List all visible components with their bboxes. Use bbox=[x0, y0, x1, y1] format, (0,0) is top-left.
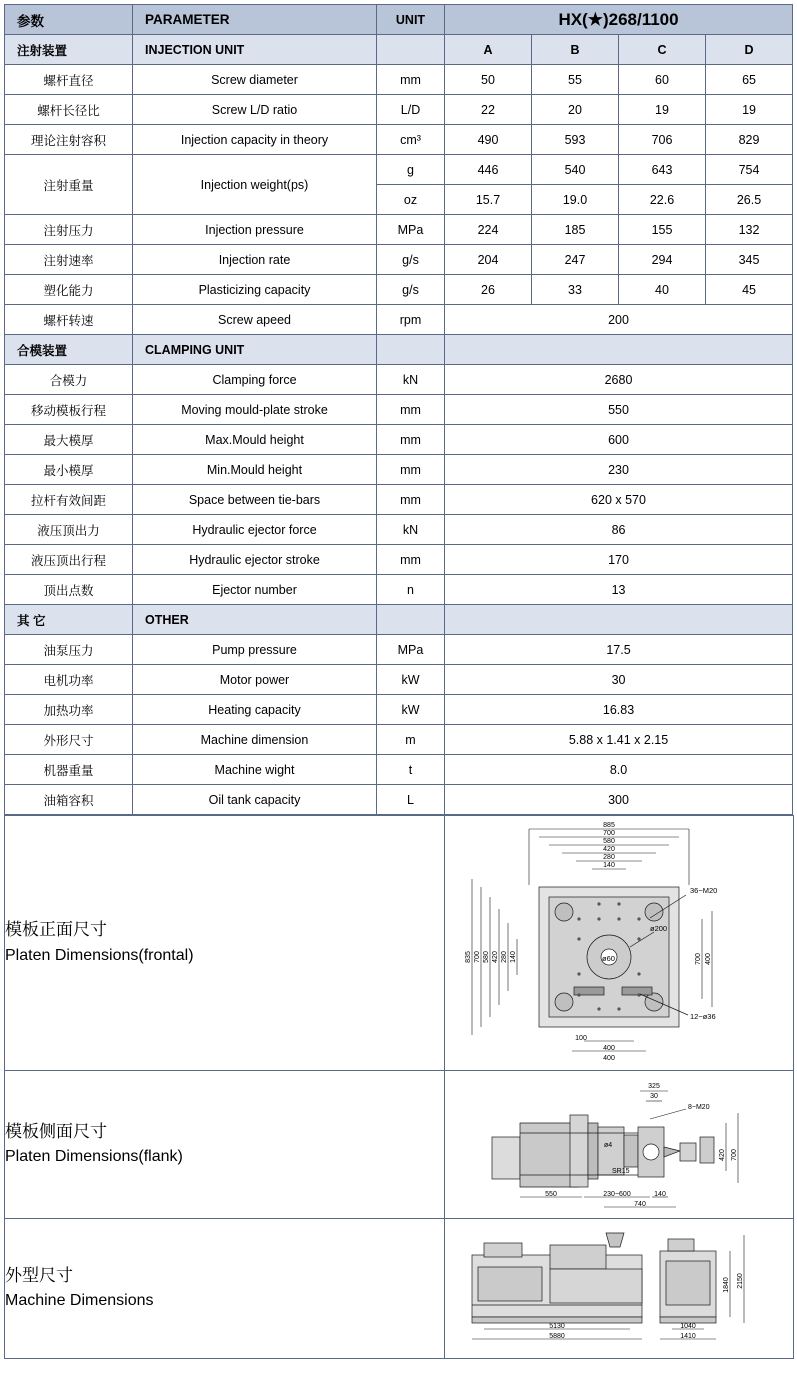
diagram-label-cn: 外型尺寸 bbox=[5, 1265, 73, 1285]
row-value-c: 22.6 bbox=[619, 185, 706, 215]
row-value-a: 204 bbox=[445, 245, 532, 275]
row-en: Moving mould-plate stroke bbox=[133, 395, 377, 425]
table-row bbox=[5, 365, 793, 395]
section-cn-other: 其 它 bbox=[5, 605, 133, 635]
row-cn: 移动模板行程 bbox=[5, 395, 133, 425]
svg-text:400: 400 bbox=[603, 1055, 615, 1062]
diagram-label-cn: 模板侧面尺寸 bbox=[5, 1121, 107, 1141]
svg-text:420: 420 bbox=[492, 951, 499, 963]
row-unit: MPa bbox=[377, 635, 445, 665]
diagram-label-en: Platen Dimensions(frontal) bbox=[5, 946, 194, 964]
row-value-a: 26 bbox=[445, 275, 532, 305]
table-row bbox=[5, 785, 793, 815]
row-cn: 最小模厚 bbox=[5, 455, 133, 485]
row-value-single: 13 bbox=[445, 575, 793, 605]
row-cn: 注射压力 bbox=[5, 215, 133, 245]
row-value-single: 17.5 bbox=[445, 635, 793, 665]
row-value-single: 30 bbox=[445, 665, 793, 695]
diagram-label-en: Machine Dimensions bbox=[5, 1292, 154, 1310]
svg-text:700: 700 bbox=[695, 953, 702, 965]
section-header-clamping bbox=[5, 335, 793, 365]
row-en: Injection capacity in theory bbox=[133, 125, 377, 155]
row-cn: 加热功率 bbox=[5, 695, 133, 725]
row-en: Screw apeed bbox=[133, 305, 377, 335]
row-cn: 注射重量 bbox=[5, 155, 133, 215]
row-unit: g/s bbox=[377, 245, 445, 275]
diagram-drawing-flank bbox=[445, 1071, 794, 1219]
table-row bbox=[5, 695, 793, 725]
section-header-injection bbox=[5, 35, 793, 65]
row-unit: L bbox=[377, 785, 445, 815]
row-en: Space between tie-bars bbox=[133, 485, 377, 515]
svg-text:140: 140 bbox=[510, 951, 517, 963]
row-value-a: 15.7 bbox=[445, 185, 532, 215]
row-value-single: 16.83 bbox=[445, 695, 793, 725]
section-en-injection: INJECTION UNIT bbox=[133, 35, 377, 65]
svg-text:36−M20: 36−M20 bbox=[690, 886, 718, 895]
svg-text:140: 140 bbox=[654, 1190, 666, 1198]
row-cn: 螺杆直径 bbox=[5, 65, 133, 95]
row-value-a: 50 bbox=[445, 65, 532, 95]
section-en-other: OTHER bbox=[133, 605, 377, 635]
row-cn: 外形尺寸 bbox=[5, 725, 133, 755]
svg-text:5880: 5880 bbox=[549, 1332, 565, 1340]
table-row bbox=[5, 725, 793, 755]
row-value-single: 230 bbox=[445, 455, 793, 485]
svg-text:2150: 2150 bbox=[737, 1272, 744, 1289]
row-en: Pump pressure bbox=[133, 635, 377, 665]
svg-text:ø4: ø4 bbox=[604, 1141, 613, 1149]
row-value-c: 155 bbox=[619, 215, 706, 245]
table-row bbox=[5, 65, 793, 95]
row-value-b: 20 bbox=[532, 95, 619, 125]
row-unit: g/s bbox=[377, 275, 445, 305]
table-row bbox=[5, 485, 793, 515]
svg-text:5130: 5130 bbox=[549, 1322, 565, 1330]
header-param-cn: 参数 bbox=[5, 5, 133, 35]
row-unit: mm bbox=[377, 395, 445, 425]
header-param-en: PARAMETER bbox=[133, 5, 377, 35]
section-en-clamping: CLAMPING UNIT bbox=[133, 335, 377, 365]
svg-text:230−600: 230−600 bbox=[603, 1190, 631, 1198]
svg-text:280: 280 bbox=[603, 854, 615, 861]
svg-text:1040: 1040 bbox=[680, 1322, 696, 1330]
row-value-c: 40 bbox=[619, 275, 706, 305]
row-value-b: 33 bbox=[532, 275, 619, 305]
svg-text:400: 400 bbox=[705, 953, 712, 965]
svg-text:835: 835 bbox=[465, 951, 472, 963]
table-row bbox=[5, 515, 793, 545]
row-value-c: 643 bbox=[619, 155, 706, 185]
svg-text:580: 580 bbox=[483, 951, 490, 963]
row-unit: mm bbox=[377, 65, 445, 95]
row-cn: 注射速率 bbox=[5, 245, 133, 275]
row-value-b: 540 bbox=[532, 155, 619, 185]
table-row bbox=[5, 665, 793, 695]
row-en: Injection weight(ps) bbox=[133, 155, 377, 215]
row-value-d: 345 bbox=[706, 245, 793, 275]
row-value-single: 170 bbox=[445, 545, 793, 575]
row-cn: 油箱容积 bbox=[5, 785, 133, 815]
section-value-other bbox=[445, 605, 793, 635]
svg-text:140: 140 bbox=[603, 862, 615, 869]
row-en: Oil tank capacity bbox=[133, 785, 377, 815]
section-unit-injection bbox=[377, 35, 445, 65]
row-unit: mm bbox=[377, 455, 445, 485]
row-cn: 电机功率 bbox=[5, 665, 133, 695]
row-value-b: 185 bbox=[532, 215, 619, 245]
row-en: Clamping force bbox=[133, 365, 377, 395]
column-head-a: A bbox=[445, 35, 532, 65]
svg-text:100: 100 bbox=[575, 1035, 587, 1042]
diagram-row-machine bbox=[5, 1219, 794, 1359]
row-en: Min.Mould height bbox=[133, 455, 377, 485]
row-cn: 油泵压力 bbox=[5, 635, 133, 665]
column-head-b: B bbox=[532, 35, 619, 65]
row-cn: 合模力 bbox=[5, 365, 133, 395]
row-value-a: 22 bbox=[445, 95, 532, 125]
row-en: Plasticizing capacity bbox=[133, 275, 377, 305]
section-unit-clamping bbox=[377, 335, 445, 365]
svg-text:1410: 1410 bbox=[680, 1332, 696, 1340]
row-cn: 螺杆转速 bbox=[5, 305, 133, 335]
svg-text:420: 420 bbox=[719, 1148, 726, 1161]
svg-text:ø60: ø60 bbox=[602, 954, 615, 963]
svg-text:280: 280 bbox=[501, 951, 508, 963]
row-value-d: 829 bbox=[706, 125, 793, 155]
row-unit: kW bbox=[377, 665, 445, 695]
svg-text:885: 885 bbox=[603, 822, 615, 829]
svg-text:400: 400 bbox=[603, 1045, 615, 1052]
row-unit: n bbox=[377, 575, 445, 605]
table-row bbox=[5, 755, 793, 785]
svg-text:700: 700 bbox=[603, 830, 615, 837]
table-row bbox=[5, 125, 793, 155]
row-cn: 螺杆长径比 bbox=[5, 95, 133, 125]
table-row bbox=[5, 155, 793, 185]
section-cn-injection: 注射装置 bbox=[5, 35, 133, 65]
diagram-table bbox=[4, 815, 794, 1359]
row-value-c: 294 bbox=[619, 245, 706, 275]
table-row bbox=[5, 455, 793, 485]
diagram-drawing-frontal bbox=[445, 816, 794, 1071]
row-value-b: 593 bbox=[532, 125, 619, 155]
row-en: Screw diameter bbox=[133, 65, 377, 95]
diagram-label-en: Platen Dimensions(flank) bbox=[5, 1148, 183, 1166]
row-value-d: 65 bbox=[706, 65, 793, 95]
table-row bbox=[5, 95, 793, 125]
table-header-row bbox=[5, 5, 793, 35]
svg-text:325: 325 bbox=[648, 1082, 660, 1090]
row-value-b: 55 bbox=[532, 65, 619, 95]
row-en: Heating capacity bbox=[133, 695, 377, 725]
svg-text:ø200: ø200 bbox=[650, 924, 668, 933]
row-en: Motor power bbox=[133, 665, 377, 695]
row-value-single: 2680 bbox=[445, 365, 793, 395]
row-value-single: 300 bbox=[445, 785, 793, 815]
svg-text:550: 550 bbox=[545, 1190, 557, 1198]
row-value-a: 490 bbox=[445, 125, 532, 155]
row-unit: kW bbox=[377, 695, 445, 725]
row-value-b: 247 bbox=[532, 245, 619, 275]
svg-text:8−M20: 8−M20 bbox=[688, 1103, 710, 1111]
row-value-c: 60 bbox=[619, 65, 706, 95]
section-value-clamping bbox=[445, 335, 793, 365]
row-unit: mm bbox=[377, 485, 445, 515]
diagram-label-cn: 模板正面尺寸 bbox=[5, 920, 107, 940]
row-en: Machine wight bbox=[133, 755, 377, 785]
row-value-a: 446 bbox=[445, 155, 532, 185]
row-value-single: 200 bbox=[445, 305, 793, 335]
row-value-single: 8.0 bbox=[445, 755, 793, 785]
row-value-single: 5.88 x 1.41 x 2.15 bbox=[445, 725, 793, 755]
header-unit: UNIT bbox=[377, 5, 445, 35]
row-cn: 机器重量 bbox=[5, 755, 133, 785]
row-cn: 最大模厚 bbox=[5, 425, 133, 455]
svg-text:12−ø36: 12−ø36 bbox=[690, 1012, 716, 1021]
table-row bbox=[5, 575, 793, 605]
row-unit: rpm bbox=[377, 305, 445, 335]
section-header-other bbox=[5, 605, 793, 635]
row-en: Machine dimension bbox=[133, 725, 377, 755]
row-value-d: 26.5 bbox=[706, 185, 793, 215]
row-value-c: 706 bbox=[619, 125, 706, 155]
table-row bbox=[5, 245, 793, 275]
row-value-d: 19 bbox=[706, 95, 793, 125]
table-row bbox=[5, 395, 793, 425]
svg-text:740: 740 bbox=[634, 1200, 646, 1208]
svg-text:1840: 1840 bbox=[723, 1276, 730, 1293]
row-unit: MPa bbox=[377, 215, 445, 245]
column-head-c: C bbox=[619, 35, 706, 65]
diagram-label-frontal bbox=[5, 816, 445, 1071]
svg-text:700: 700 bbox=[731, 1148, 738, 1161]
row-cn: 塑化能力 bbox=[5, 275, 133, 305]
row-unit: m bbox=[377, 725, 445, 755]
svg-text:30: 30 bbox=[650, 1092, 658, 1100]
row-value-d: 754 bbox=[706, 155, 793, 185]
row-cn: 理论注射容积 bbox=[5, 125, 133, 155]
row-en: Max.Mould height bbox=[133, 425, 377, 455]
row-en: Injection rate bbox=[133, 245, 377, 275]
row-unit: mm bbox=[377, 545, 445, 575]
row-value-d: 45 bbox=[706, 275, 793, 305]
row-cn: 拉杆有效间距 bbox=[5, 485, 133, 515]
section-cn-clamping: 合模装置 bbox=[5, 335, 133, 365]
row-value-single: 550 bbox=[445, 395, 793, 425]
svg-text:SR15: SR15 bbox=[612, 1167, 630, 1175]
row-en: Hydraulic ejector force bbox=[133, 515, 377, 545]
table-row bbox=[5, 635, 793, 665]
row-unit: kN bbox=[377, 365, 445, 395]
row-cn: 顶出点数 bbox=[5, 575, 133, 605]
svg-text:420: 420 bbox=[603, 846, 615, 853]
row-value-d: 132 bbox=[706, 215, 793, 245]
row-value-single: 600 bbox=[445, 425, 793, 455]
table-row bbox=[5, 275, 793, 305]
section-unit-other bbox=[377, 605, 445, 635]
row-en: Injection pressure bbox=[133, 215, 377, 245]
row-unit: t bbox=[377, 755, 445, 785]
row-value-single: 86 bbox=[445, 515, 793, 545]
row-unit: kN bbox=[377, 515, 445, 545]
row-cn: 液压顶出力 bbox=[5, 515, 133, 545]
diagram-drawing-machine bbox=[445, 1219, 794, 1359]
diagram-label-flank bbox=[5, 1071, 445, 1219]
header-model: HX(★)268/1100 bbox=[445, 5, 793, 35]
row-cn: 液压顶出行程 bbox=[5, 545, 133, 575]
row-en: Hydraulic ejector stroke bbox=[133, 545, 377, 575]
diagram-row-frontal bbox=[5, 816, 794, 1071]
svg-text:580: 580 bbox=[603, 838, 615, 845]
table-row bbox=[5, 215, 793, 245]
row-unit: oz bbox=[377, 185, 445, 215]
diagram-row-flank bbox=[5, 1071, 794, 1219]
row-unit: cm³ bbox=[377, 125, 445, 155]
row-unit: mm bbox=[377, 425, 445, 455]
row-unit: g bbox=[377, 155, 445, 185]
row-value-b: 19.0 bbox=[532, 185, 619, 215]
svg-text:700: 700 bbox=[474, 951, 481, 963]
table-row bbox=[5, 425, 793, 455]
row-unit: L/D bbox=[377, 95, 445, 125]
specification-table bbox=[4, 4, 793, 815]
row-value-single: 620 x 570 bbox=[445, 485, 793, 515]
table-row bbox=[5, 545, 793, 575]
row-value-a: 224 bbox=[445, 215, 532, 245]
diagram-label-machine bbox=[5, 1219, 445, 1359]
column-head-d: D bbox=[706, 35, 793, 65]
row-value-c: 19 bbox=[619, 95, 706, 125]
table-row bbox=[5, 305, 793, 335]
row-en: Screw L/D ratio bbox=[133, 95, 377, 125]
row-en: Ejector number bbox=[133, 575, 377, 605]
